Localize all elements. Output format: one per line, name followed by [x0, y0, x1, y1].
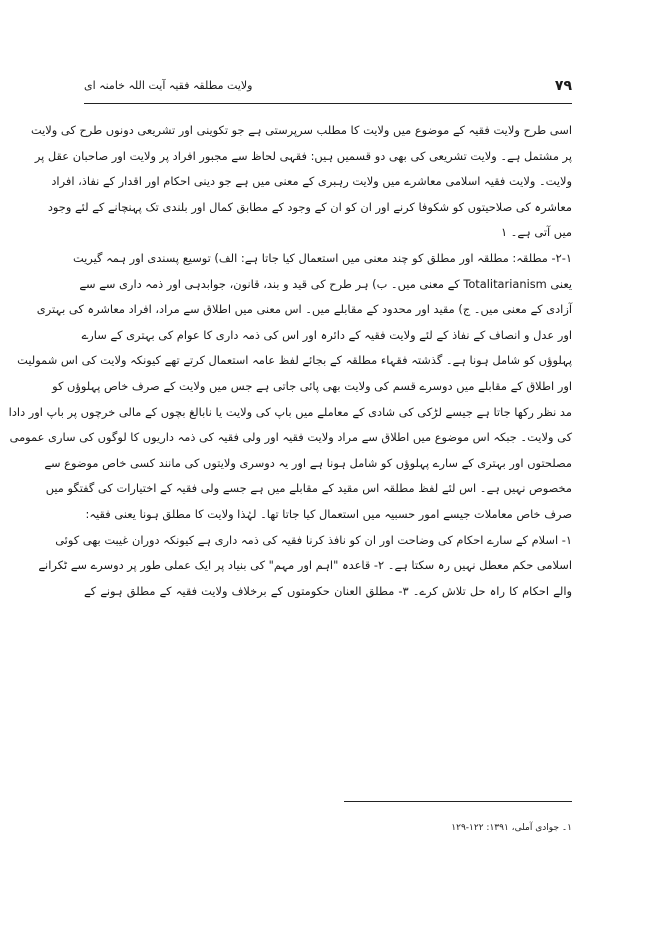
header-divider	[84, 103, 572, 104]
text-line: اور اطلاق کے مقابلے میں دوسرے قسم کی ولایت بھی پائی جاتی ہے جس میں ولایت کے صرف خاص پہلوؤں کو	[52, 378, 572, 393]
text-line: میں آتی ہے۔ ۱	[500, 225, 572, 240]
page-header	[84, 76, 572, 98]
text-line: پر مشتمل ہے۔ ولایت تشریعی کی بھی دو قسمیں ہیں: فقہی لحاظ سے مجبور افراد پر ولایت اور صاحبان عقل پر	[34, 148, 572, 163]
text-line: یعنی Totalitarianism کے معنی میں۔ ب) ہر طرح کی قید و بند، قانون، جوابدہی اور ذمہ داری سے سے	[79, 276, 572, 291]
text-line: والے احکام کا راہ حل تلاش کرے۔ ۳- مطلق العنان حکومتوں کے برخلاف ولایت فقیہ کے مطلق ہونے کے	[84, 583, 572, 598]
text-line: مصلحتوں اور بہتری کے سارے پہلوؤں کو شامل ہونا ہے اور یہ دوسری ولایتوں کی مانند کسی خاص موضوع سے	[44, 455, 572, 470]
text-line: معاشرہ کی صلاحیتوں کو شکوفا کرنے اور ان کو ان کے وجود کے مطابق کمال اور بلندی تک پہنچانے کے لئے وجود	[47, 199, 572, 214]
text-line: صرف خاص معاملات جیسے امور حسبیہ میں استعمال کیا جاتا تھا۔ لہٰذا ولایت کا مطلق ہونا یعنی فقیہ:	[85, 506, 572, 521]
text-line: ۱- اسلام کے سارے احکام کی وضاحت اور ان کو نافذ کرنا فقیہ کی ذمہ داری ہے کیونکہ دوران غیبت بھی کوئی	[55, 532, 572, 547]
text-line: اور عدل و انصاف کے نفاذ کے لئے ولایت فقیہ کے دائرہ اور اس کی ذمہ داری کا عوام کی بہتری کے سارے	[81, 327, 572, 342]
text-line: مخصوص نہیں ہے۔ اس لئے لفظ مطلقہ اس مقید کے مقابلے میں ہے جسے ولی فقیہ کے اختیارات کی گفتگو میں	[45, 481, 572, 496]
text-line: ولایت۔ ولایت فقیہ اسلامی معاشرے میں ولایت رہبری کے معنی میں ہے جو دینی احکام اور اقدار کے نفاذ، افراد	[51, 174, 572, 189]
text-line: اسی طرح ولایت فقیہ کے موضوع میں ولایت کا مطلب سرپرستی ہے جو تکوینی اور تشریعی دونوں طرح کی ولایت	[30, 123, 572, 137]
text-line: آزادی کے معنی میں۔ ج) مقید اور محدود کے مقابلے میں۔ اس معنی میں اطلاق سے مراد، افراد معاشرہ کی بہتری	[36, 302, 572, 317]
footnote-divider	[344, 801, 572, 802]
text-line: مد نظر رکھا جاتا ہے جیسے لڑکی کی شادی کے معاملے میں باپ کی ولایت یا نابالغ بچوں کے مالی خرچوں پر باپ اور دادا	[8, 404, 572, 419]
running-title: ولایت مطلقہ فقیہ آیت اللہ خامنہ ای	[84, 79, 253, 92]
text-line: پہلوؤں کو شامل ہونا ہے۔ گذشتہ فقہاء مطلقہ کے بجائے لفظ عامہ استعمال کرتے تھے کیونکہ ولایت کی اس شمولیت	[17, 353, 572, 368]
footnote: ۱۔ جوادی آملی، ۱۳۹۱: ۱۲۲-۱۲۹	[451, 823, 572, 833]
text-line: اسلامی حکم معطل نہیں رہ سکتا ہے۔ ۲- قاعدہ "اہم اور مہم" کی بنیاد پر ایک عملی طور پر دوسرے سے ٹکرانے	[38, 558, 572, 573]
body-text	[8, 118, 572, 604]
text-line: ۲-۱- مطلقہ: مطلقہ اور مطلق کو چند معنی میں استعمال کیا جاتا ہے: الف) توسیع پسندی اور ہمہ گیریت	[72, 250, 572, 265]
text-line: کی ولایت۔ جبکہ اس موضوع میں اطلاق سے مراد ولایت فقیہ اور ولی فقیہ کی ذمہ داریوں کا لوگوں کی ساری عمومی	[9, 430, 572, 445]
page-number: ۷۹	[554, 78, 572, 94]
